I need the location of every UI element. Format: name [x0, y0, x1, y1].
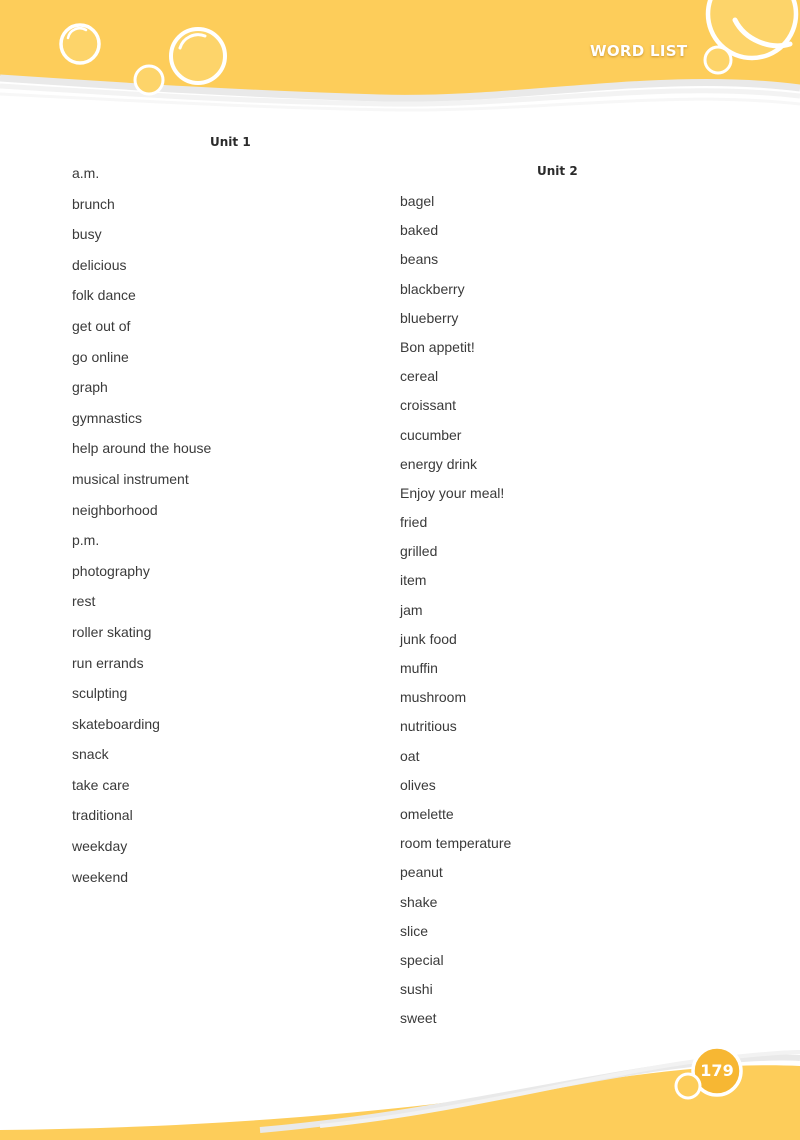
unit-1-word: musical instrument: [72, 470, 189, 487]
unit-2-word: Bon appetit!: [400, 338, 475, 355]
unit-1-word: p.m.: [72, 532, 100, 549]
unit-1-word: brunch: [72, 195, 115, 212]
unit-2-word: bagel: [400, 193, 435, 209]
unit-2-word: omelette: [400, 805, 454, 822]
unit-2-heading: Unit 2: [537, 164, 578, 178]
unit-1-heading: Unit 1: [210, 135, 251, 149]
page-header-title: WORD LIST: [590, 42, 688, 60]
unit-2-word: nutritious: [400, 718, 457, 735]
unit-1-word: take care: [72, 776, 130, 793]
unit-2-word: blackberry: [400, 280, 465, 297]
unit-1-word: rest: [72, 593, 96, 610]
unit-2-word: mushroom: [400, 689, 467, 706]
unit-2-word: beans: [400, 251, 439, 268]
unit-1-word: help around the house: [72, 440, 212, 457]
unit-1-word: skateboarding: [72, 715, 160, 732]
unit-1-word: delicious: [72, 256, 127, 273]
unit-2-word: fried: [400, 514, 428, 531]
unit-2-word: jam: [400, 601, 423, 618]
unit-1-word: traditional: [72, 807, 133, 824]
unit-2-word: energy drink: [400, 455, 478, 472]
unit-2-word: cucumber: [400, 426, 462, 443]
unit-2-word: croissant: [400, 397, 457, 414]
unit-2-word: room temperature: [400, 835, 512, 852]
unit-1-word: neighborhood: [72, 501, 158, 518]
unit-1-word: a.m.: [72, 165, 100, 181]
unit-1-word: sculpting: [72, 685, 128, 702]
unit-2-word: sweet: [400, 1010, 437, 1027]
unit-2-word: oat: [400, 747, 420, 764]
unit-2-word: peanut: [400, 864, 443, 881]
unit-2-word: olives: [400, 776, 436, 793]
unit-1-word: busy: [72, 226, 102, 243]
unit-2-word: cereal: [400, 368, 439, 385]
unit-2-word: junk food: [400, 630, 457, 647]
unit-1-word: weekend: [72, 868, 129, 885]
unit-2-word: muffin: [400, 660, 438, 676]
unit-2-word: baked: [400, 222, 439, 239]
unit-1-word: snack: [72, 746, 109, 763]
unit-1-word: folk dance: [72, 287, 136, 304]
unit-2-word: grilled: [400, 543, 438, 560]
unit-1-word: photography: [72, 562, 150, 579]
unit-1-word: go online: [72, 348, 129, 365]
unit-2-word: special: [400, 951, 444, 968]
footer-banner: [0, 1040, 800, 1140]
unit-2-word: shake: [400, 893, 438, 910]
unit-1-word: gymnastics: [72, 409, 143, 426]
unit-1-word: weekday: [72, 838, 128, 855]
unit-1-word-list: [72, 163, 211, 897]
unit-1-word: run errands: [72, 654, 144, 671]
unit-2-word-list: [400, 191, 511, 1037]
unit-2-word: blueberry: [400, 309, 459, 326]
unit-1-word: roller skating: [72, 623, 152, 640]
unit-1-word: graph: [72, 379, 108, 396]
unit-2-word: item: [400, 572, 427, 589]
unit-2-word: sushi: [400, 981, 433, 998]
header-banner: [0, 0, 800, 130]
unit-2-word: slice: [400, 922, 429, 939]
unit-1-word: get out of: [72, 317, 131, 334]
unit-2-word: Enjoy your meal!: [400, 484, 505, 501]
page-number: 179: [700, 1061, 734, 1080]
